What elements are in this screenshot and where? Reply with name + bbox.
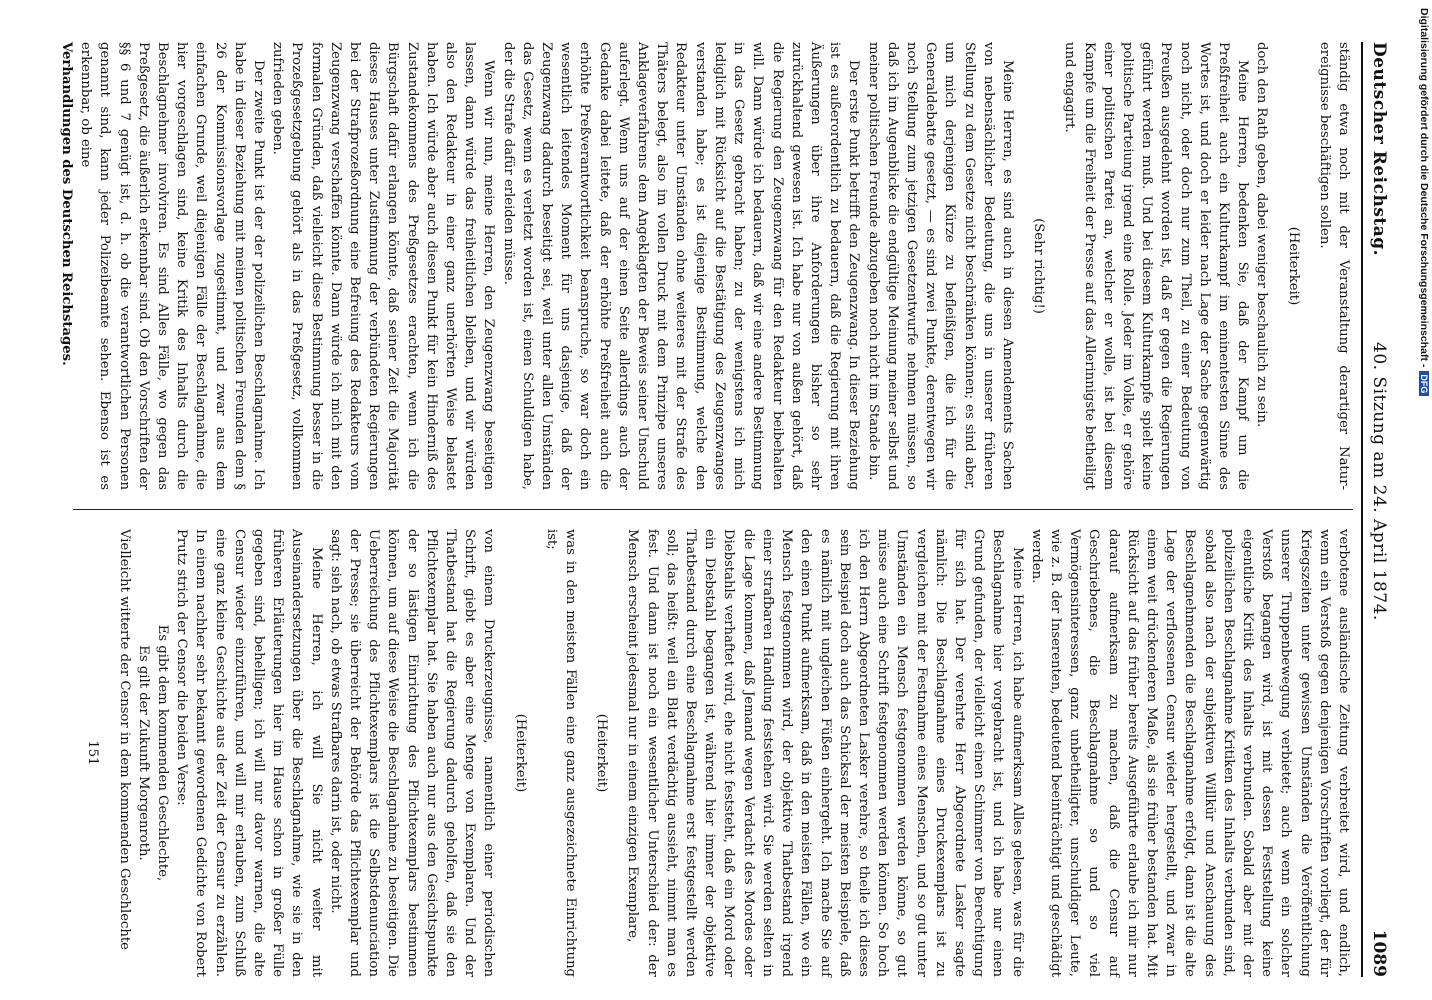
- dfg-logo: DFG: [1419, 371, 1429, 396]
- rotated-page-content: [55, 42, 1395, 977]
- header-session: 40. Sitzung am 24. April 1874.: [1369, 342, 1389, 621]
- paragraph: Der zweite Punkt ist der der polizeilichen Beschlagnahme. Ich habe in dieser Beziehung mit meinen politischen Freunden dem § 26 der Kommissionsvorlage zugestimmt, und zwar aus dem einfachen Grunde, weil diejenigen Fälle der Beschlagnahme, die hier vorgeschlagen sind, keine Kritik des Inhalts durch die Beschlagnehmer involviren. Es sind Alles Fälle, wo gegen das Preßgesetz, die äußerlich erkennbar sind. Ob den Vorschriften der §§ 6 und 7 genügt ist, d. h. ob die verantwortlichen Personen genannt sind, kann jeder Polizeibeamte sehen. Ebenso ist es erkennbar, ob eine: [78, 42, 267, 490]
- digitization-note-text: [1418, 8, 1430, 908]
- paragraph: ständig etwa noch mit der Veranstaltung derartiger Natur-ereignisse beschäftigen sollen.: [1316, 42, 1351, 490]
- paragraph: verbotene ausländische Zeitung verbreitet wird, und endlich, wenn ein Verstoß gegen denjenigen Vorschriften vorliegt, der für Kriegszeiten unter gewissen Umständen die Veröffentlichung unserer Truppenbewegung verbietet; auch wenn ein solcher Verstoß begangen wird, ist mit dessen Feststellung keine eigentliche Kritik des Inhalts verbunden. Sobald aber mit der polizeilichen Beschlagnahme Kritiken des Inhalts verbunden sind, sobald also nach der subjektiven Willkür und Anschauung des Beschlagnehmenden die Beschlagnahme erfolgt, dann ist die alte Lage der verflossenen Censur wieder hergestellt, und zwar in einem weit drückenderen Maße, als sie früher bestanden hat. Mit Rücksicht auf das früher bereits Ausgeführte erlaube ich mir nur darauf aufmerksam zu machen, daß die Censur auf Geschriebenes, die Beschlagnahme so und so viel Vermögensinteressen, ganz unbetheiligter, unschuldiger Leute, wie z. B. der Inserenten, bedeutend beeinträchtigt und geschädigt werden.: [1028, 529, 1351, 977]
- paragraph: Wenn wir nun, meine Herren, den Zeugenzwang beseitigen lassen, dann würde das freiheitlichen bleiben, und wir würden also den Redakteur in einer ganz unerhörten Weise belastet haben. Ich würde aber auch diesen Punkt für kein Hinderniß des Zustandekommens des Preßgesetzes erachten, wenn ich die Bürgschaft dafür erlangen könnte, daß seiner Zeit die Majorität dieses Hauses unter Zustimmung der verbündeten Regierungen bei der Strafprozeßordnung eine Befreiung des Redakteurs vom Zeugenzwang verschaffen könnte. Dann würde ich mich mit den formalen Gründen, daß vielleicht diese Bestimmung besser in die Prozeßgesetzgebung gehört als in das Preßgesetz, vollkommen zufrieden geben.: [270, 42, 497, 490]
- page-number: 1089: [1369, 929, 1389, 977]
- interjection: (Heiterkeit): [594, 713, 610, 793]
- column-divider: [73, 509, 1353, 510]
- paragraph: von einem Druckerzeugnisse, namentlich einer periodischen Schrift, giebt es aber eine Menge von Exemplaren. Und der Thatbestand hat die Regierung dadurch geholfen, daß sie den Pflichtexemplar hat. Sie haben auch nur aus den Gesichtspunkte der so lästigen Einrichtung des Pflichtexemplars bestimmen können, um auf diese Weise die Beschlagnahme zu beseitigen. Die Ueberreichung des Pflichtexemplars ist die Selbstdenunciation der Presse; sie überreicht der Behörde das Pflichtexemplar und sagt: sieh nach, ob etwas Strafbares darin ist, oder nicht.: [327, 529, 497, 977]
- paragraph: doch den Rath geben, dabei weniger beschaulich zu sein.: [1254, 42, 1270, 428]
- paragraph: Meine Herren, bedenken Sie, daß der Kampf um die Preßfreiheit auch ein Kulturkampf im eminentesten Sinne des Wortes ist, und doch er leider nach Lage der Sache gegenwärtig noch nicht, oder doch nur zum Theil, zu einer Bedeutung von Preußen ausgedehnt worden ist, daß er gegen die Regierungen geführt werden muß. Und bei diesem Kulturkampfe spielt keine politische Parteiung irgend eine Rolle. Jeder im Volke, er gehöre einer politischen Partei an, welcher er wolle, ist bei diesem Kampfe um die Freiheit der Presse auf das Allerinnigste betheiligt und engagirt.: [1062, 42, 1251, 490]
- header-rule: [1361, 42, 1363, 977]
- digitization-note: [1408, 8, 1432, 988]
- signature-number: 151: [85, 740, 101, 766]
- footer-publication: Verhandlungen des Deutschen Reichstages.: [59, 42, 74, 366]
- paragraph: was in den meisten Fällen eine ganz ausgezeichnete Einrichtung ist;: [543, 529, 579, 977]
- interjection: (Heiterkeit): [1285, 226, 1301, 306]
- interjection: (Heiterkeit): [512, 713, 528, 793]
- header-publication: Deutscher Reichstag.: [1369, 42, 1389, 257]
- paragraph: Meine Herren, ich will Sie nicht weiter mit Auseinandersetzungen über die Beschlagnahme, wie sie in den früheren Erläuterungen hier im Hause schon in großer Fülle gegeben sind, behelligen; ich will nur davor warnen, die alte Censur wieder einzuführen, und will mir erlauben, zum Schluß eine ganz kleine Geschichte aus der Zeit der Censur zu erzählen. In einem nachher sehr bekannt gewordenen Gedichte von Robert Prutz strich der Censor die beiden Verse:: [174, 529, 324, 977]
- verse-line: Es gilt der Zukunft Morgenroth.: [135, 645, 151, 861]
- verse-line: Es gibt dem kommenden Geschlechte,: [155, 624, 171, 882]
- funding-credit: Digitalisierung gefördert durch die Deutsche Forschungsgemeinschaft -: [1418, 8, 1430, 368]
- interjection: (Sehr richtig!): [1031, 218, 1047, 314]
- paragraph: Meine Herren, ich habe aufmerksam Alles gelesen, was für die Beschlagnahme hier vorgebracht ist, und ich habe nur einen Grund gefunden, der vielleicht einen Schimmer von Berechtigung für sich hat. Der verehrte Herr Abgeordnete Lasker sagte nämlich: Die Beschlagnahme eines Druckexemplars ist zu vergleichen mit der Festnahme eines Menschen, und so gut unter Umständen ein Mensch festgenommen werden könne, so gut müsse auch eine Schrift festgenommen werden können. So hoch ich den Herrn Abgeordneten Lasker verehre, so theile ich dieses sein Beispiel doch auch das Schicksal der meisten Beispiele, daß es nämlich mit ungleichen Füßen einhergeht. Ich mache Sie auf den einen Punkt aufmerksam, daß in den meisten Fällen, wo ein Mensch festgenommen wird, der objektive Thatbestand irgend einer strafbaren Handlung feststehen wird. Sie werden selten in die Lage kommen, daß Jemand wegen Verdacht des Mordes oder Diebstahls verhaftet wird, ehe nicht feststeht, daß ein Mord oder ein Diebstahl begangen ist, während hier immer der objektive Thatbestand durch eine Beschlagnahme erst festgestellt werden soll; das heißt: weil ein Blatt verdächtig aussieht, nimmt man es fest. Und dann ist noch ein wesentlicher Unterschied der: der Mensch erscheint jedesmal nur in einem einzigen Exemplare,: [625, 529, 1025, 977]
- left-column: [59, 42, 1353, 490]
- paragraph: Der erste Punkt betrifft den Zeugenzwang. In dieser Beziehung ist es außerordentlich zu bedauern, daß die Regierung mit ihren Äußerungen über ihre Anforderungen bisher so sehr zurückhaltend gewesen ist. Ich habe nur von außen gehört, daß die Regierung den Zeugenzwang für den Redakteur beibehalten will. Dann würde ich bedauern, daß wir eine andere Bestimmung in das Gesetz gebracht haben; zu der wenigstens ich mich lediglich mit Rücksicht auf die Bestätigung des Zeugenzwanges verstanden habe; es ist diejenige Bestimmung, welche den Redakteur unter Umständen ohne weiteres mit der Strafe des Thäters belegt, also im vollen Druck mit dem Prinzipe unseres Anklageverfahrens dem Angeklagten der Beweis seiner Unschuld auferlegt. Wenn uns auf der einen Seite allerdings auch der Gedanke dabei leitete, daß der erhöhte Preßfreiheit auch die erhöhte Preßverantwortlichkeit beanspruche, so war doch ein wesentlich leitendes Moment für uns dasjenige, daß der Zeugenzwang dadurch beseitigt sei, weil unter allen Umständen das Gesetz, wenn es verletzt worden ist, einen Schuldigen habe, der die Strafe dafür erleiden müsse.: [500, 42, 862, 490]
- paragraph: Meine Herren, es sind auch in diesen Amendements Sachen von nebensächlicher Bedeutung, die uns in unserer früheren Stellung zu dem Gesetze nicht beschränken können; es sind aber, um mich derjenigen Kürze zu befleißigen, die ich für die Generaldebatte gesetzt, — es sind zwei Punkte, derentwegen wir noch Stellung zum jetzigen Gesetzentwurfe nehmen müssen, so daß ich im Augenblicke die endgültige Meinung meiner selbst und meiner politischen Freunde abzugeben noch nicht im Stande bin.: [865, 42, 1015, 490]
- right-column: [63, 529, 1353, 977]
- paragraph: Vielleicht witterte der Censor in dem kommenden Geschlechte: [116, 529, 132, 950]
